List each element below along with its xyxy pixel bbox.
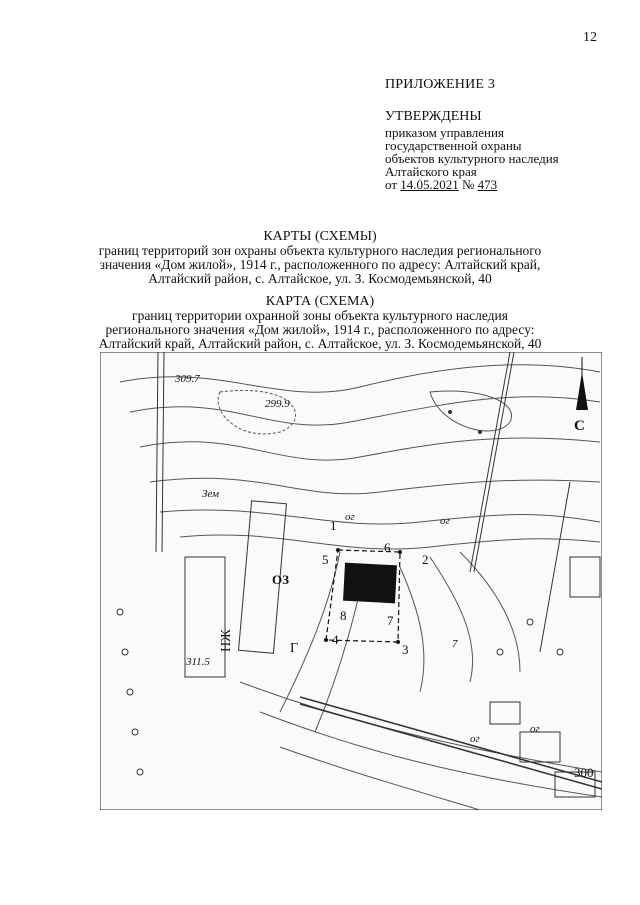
heading-maps-line: границ территорий зон охраны объекта культурного наследия регионального <box>98 243 542 258</box>
terrain-label: Зем <box>202 488 220 500</box>
terrain-label: ог <box>345 511 355 523</box>
point-label: 2 <box>422 552 429 567</box>
terrain-label: ог <box>440 515 450 527</box>
point-label: 1 <box>330 518 337 533</box>
approval-date: 14.05.2021 <box>400 177 459 192</box>
approval-line: Алтайского края <box>385 164 477 179</box>
point-label: 7 <box>387 613 394 628</box>
point-label: 6 <box>384 540 391 555</box>
heading-map-line: границ территории охранной зоны объекта культурного наследия <box>132 308 508 323</box>
point-label: 8 <box>340 608 347 623</box>
terrain-label: НЖ <box>219 629 234 652</box>
heading-map-title: КАРТА (СХЕМА) <box>265 294 375 309</box>
point-label: 5 <box>322 552 329 567</box>
north-label: С <box>574 418 585 434</box>
elevation-label: 299.9 <box>265 398 290 410</box>
heading-maps-title: КАРТЫ (СХЕМЫ) <box>263 229 377 244</box>
heading-map <box>0 295 640 351</box>
terrain-label: ог <box>470 733 480 745</box>
approval-line: приказом управления <box>385 125 504 140</box>
zone-label: ОЗ <box>272 572 289 587</box>
approval-line: государственной охраны <box>385 138 522 153</box>
approval-date-line <box>385 178 559 191</box>
date-prefix: от <box>385 177 398 192</box>
approval-line: объектов культурного наследия <box>385 151 559 166</box>
protection-zone-map <box>100 352 602 810</box>
number-prefix: № <box>462 177 475 192</box>
elevation-label: 311.5 <box>186 656 210 668</box>
terrain-label: Г <box>290 641 299 656</box>
elevation-label: 309.7 <box>175 373 200 385</box>
heading-map-line: Алтайский край, Алтайский район, с. Алтайское, ул. З. Космодемьянской, 40 <box>98 336 542 351</box>
page-number: 12 <box>583 30 597 45</box>
appendix-label: ПРИЛОЖЕНИЕ 3 <box>385 77 496 92</box>
point-label: 3 <box>402 642 409 657</box>
heading-maps <box>0 230 640 286</box>
approval-block <box>385 110 559 191</box>
approval-number: 473 <box>477 177 498 192</box>
heading-maps-line: значения «Дом жилой», 1914 г., расположенного по адресу: Алтайский край, <box>99 257 541 272</box>
terrain-label: 7 <box>452 638 458 650</box>
heading-maps-line: Алтайский район, с. Алтайское, ул. З. Космодемьянской, 40 <box>148 271 492 286</box>
approved-title: УТВЕРЖДЕНЫ <box>385 109 482 124</box>
elevation-label: 300 <box>574 765 594 780</box>
terrain-label: ог <box>530 723 540 735</box>
heading-map-line: регионального значения «Дом жилой», 1914 г., расположенного по адресу: <box>105 322 535 337</box>
point-label: 4 <box>332 632 339 647</box>
heritage-building <box>343 563 397 604</box>
